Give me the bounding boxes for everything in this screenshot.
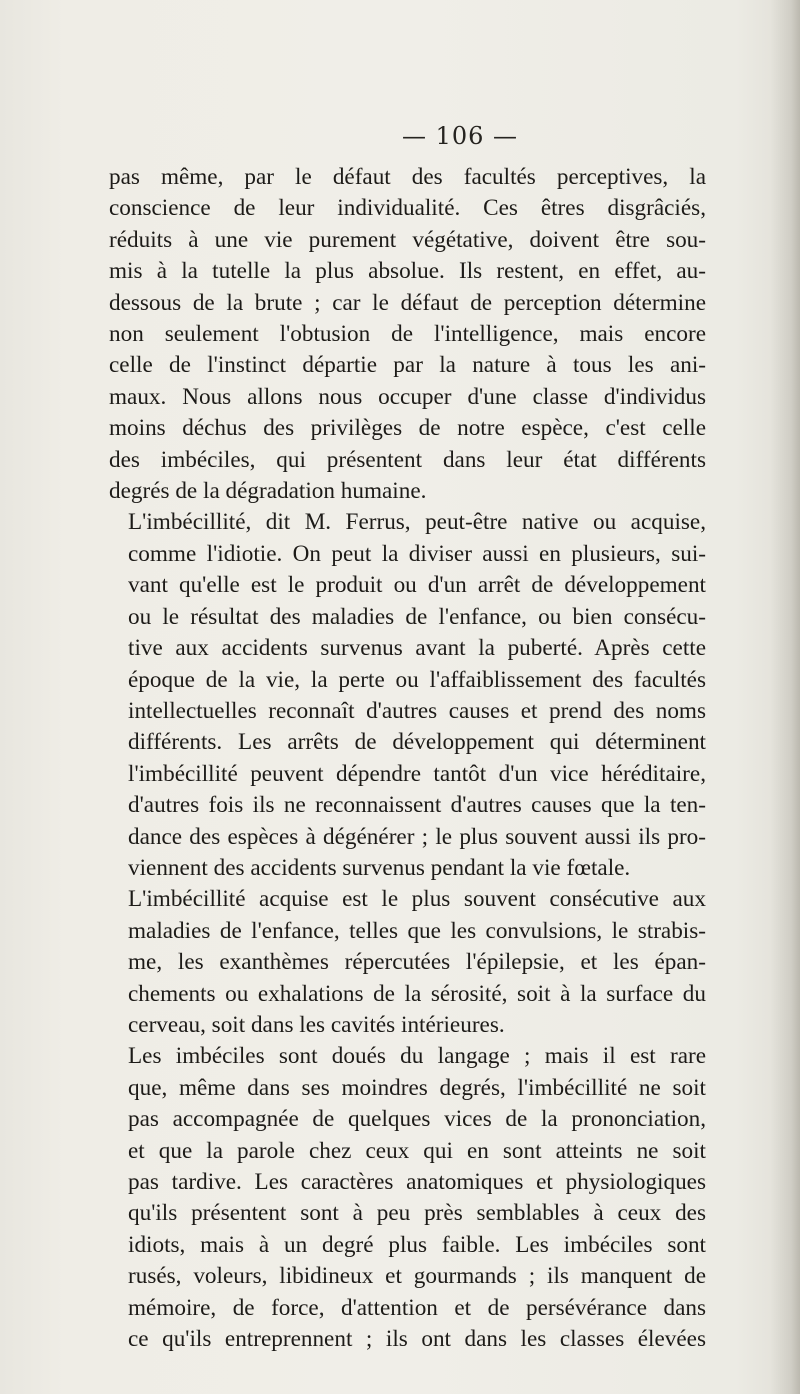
paragraph bbox=[109, 162, 706, 507]
text-line: ou le résultat des maladies de l'enfance, ou bien consécu- bbox=[128, 603, 706, 630]
text-line: l'imbécillité peuvent dépendre tantôt d'un vice héréditaire, bbox=[128, 760, 706, 787]
text-line: dance des espèces à dégénérer ; le plus souvent aussi ils pro- bbox=[128, 823, 706, 850]
text-line: maladies de l'enfance, telles que les convulsions, le strabis- bbox=[128, 917, 706, 944]
text-line: mémoire, de force, d'attention et de persévérance dans bbox=[128, 1294, 706, 1321]
text-line: d'autres fois ils ne reconnaissent d'autres causes que la ten- bbox=[128, 792, 706, 819]
text-line: idiots, mais à un degré plus faible. Les imbéciles sont bbox=[128, 1231, 706, 1258]
page-text-body bbox=[109, 162, 706, 1355]
text-line: moins déchus des privilèges de notre espèce, c'est celle bbox=[109, 415, 706, 442]
text-line: celle de l'instinct départie par la nature à tous les ani- bbox=[109, 352, 706, 379]
text-line: mis à la tutelle la plus absolue. Ils restent, en effet, au- bbox=[109, 258, 706, 285]
text-line: conscience de leur individualité. Ces êtres disgrâciés, bbox=[109, 195, 706, 222]
text-line: rusés, voleurs, libidineux et gourmands ; ils manquent de bbox=[128, 1263, 706, 1290]
text-line: que, même dans ses moindres degrés, l'imbécillité ne soit bbox=[128, 1074, 706, 1101]
page-number: — 106 — bbox=[401, 122, 519, 150]
text-line: qu'ils présentent sont à peu près semblables à ceux des bbox=[128, 1200, 706, 1227]
text-line: L'imbécillité acquise est le plus souvent consécutive aux bbox=[128, 886, 706, 913]
paragraph bbox=[109, 507, 706, 884]
text-line: vant qu'elle est le produit ou d'un arrêt de développement bbox=[128, 572, 706, 599]
text-line: viennent des accidents survenus pendant la vie fœtale. bbox=[128, 854, 631, 881]
text-line: époque de la vie, la perte ou l'affaiblissement des facultés bbox=[128, 666, 706, 693]
paragraph bbox=[109, 1041, 706, 1355]
text-line: me, les exanthèmes répercutées l'épilepsie, et les épan- bbox=[128, 949, 706, 976]
text-line: intellectuelles reconnaît d'autres causes et prend des noms bbox=[128, 697, 706, 724]
text-line: degrés de la dégradation humaine. bbox=[109, 478, 427, 505]
text-line: non seulement l'obtusion de l'intelligence, mais encore bbox=[109, 321, 706, 348]
text-line: chements ou exhalations de la sérosité, soit à la surface du bbox=[128, 980, 706, 1007]
text-line: dessous de la brute ; car le défaut de perception détermine bbox=[109, 289, 706, 316]
text-line: pas même, par le défaut des facultés perceptives, la bbox=[109, 164, 706, 190]
text-line: Les imbéciles sont doués du langage ; mais il est rare bbox=[128, 1043, 706, 1070]
text-line: réduits à une vie purement végétative, doivent être sou- bbox=[109, 226, 706, 253]
text-line: comme l'idiotie. On peut la diviser aussi en plusieurs, sui- bbox=[128, 540, 706, 567]
text-line: ce qu'ils entreprennent ; ils ont dans les classes élevées bbox=[128, 1326, 706, 1353]
paragraph bbox=[109, 884, 706, 1041]
text-line: maux. Nous allons nous occuper d'une classe d'individus bbox=[109, 383, 706, 410]
text-line: et que la parole chez ceux qui en sont atteints ne soit bbox=[128, 1137, 706, 1164]
text-line: pas tardive. Les caractères anatomiques et physiologiques bbox=[128, 1169, 706, 1195]
text-line: des imbéciles, qui présentent dans leur état différents bbox=[109, 446, 706, 473]
text-line: L'imbécillité, dit M. Ferrus, peut-être native ou acquise, bbox=[128, 509, 706, 536]
page-edge-shadow bbox=[770, 0, 800, 1394]
text-line: cerveau, soit dans les cavités intérieures. bbox=[128, 1011, 505, 1038]
text-line: tive aux accidents survenus avant la puberté. Après cette bbox=[128, 635, 706, 662]
text-line: pas accompagnée de quelques vices de la prononciation, bbox=[128, 1106, 706, 1133]
text-line: différents. Les arrêts de développement qui déterminent bbox=[128, 729, 706, 756]
